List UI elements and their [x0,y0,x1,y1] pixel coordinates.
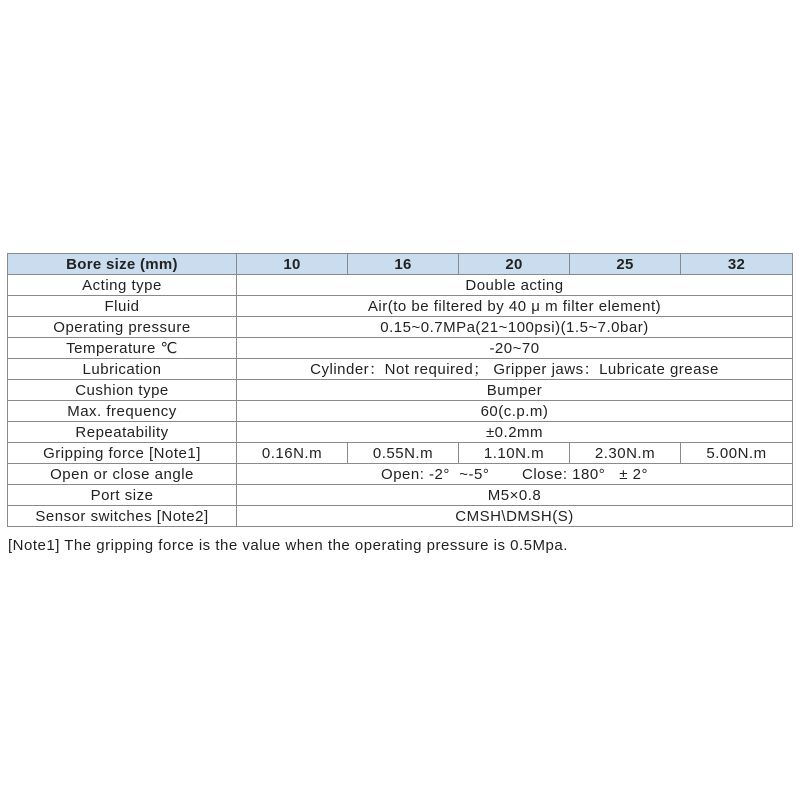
open-close-angle-value: Open: -2° ~-5° Close: 180° ± 2° [237,464,793,485]
lubrication-label: Lubrication [8,359,237,380]
cushion-type-value: Bumper [237,380,793,401]
bore-size-32: 32 [681,254,793,275]
bore-size-25: 25 [570,254,681,275]
table-row [8,275,793,296]
gripping-force-label: Gripping force [Note1] [8,443,237,464]
table-row [8,506,793,527]
max-frequency-label: Max. frequency [8,401,237,422]
gripping-force-25: 2.30N.m [570,443,681,464]
acting-type-value: Double acting [237,275,793,296]
operating-pressure-label: Operating pressure [8,317,237,338]
fluid-label: Fluid [8,296,237,317]
note1-text: [Note1] The gripping force is the value when the operating pressure is 0.5Mpa. [8,537,568,554]
repeatability-label: Repeatability [8,422,237,443]
sensor-switches-value: CMSH\DMSH(S) [237,506,793,527]
table-row [8,338,793,359]
table-row [8,296,793,317]
port-size-label: Port size [8,485,237,506]
table-row [8,485,793,506]
port-size-value: M5×0.8 [237,485,793,506]
bore-size-20: 20 [459,254,570,275]
spec-table [7,253,793,527]
table-row [8,401,793,422]
table-row [8,422,793,443]
acting-type-label: Acting type [8,275,237,296]
max-frequency-value: 60(c.p.m) [237,401,793,422]
table-row [8,443,793,464]
bore-size-16: 16 [348,254,459,275]
repeatability-value: ±0.2mm [237,422,793,443]
table-row [8,464,793,485]
fluid-value: Air(to be filtered by 40 μ m filter element) [237,296,793,317]
gripping-force-10: 0.16N.m [237,443,348,464]
temperature-value: -20~70 [237,338,793,359]
table-row [8,380,793,401]
operating-pressure-value: 0.15~0.7MPa(21~100psi)(1.5~7.0bar) [237,317,793,338]
bore-size-header: Bore size (mm) [8,254,237,275]
gripping-force-32: 5.00N.m [681,443,793,464]
gripping-force-16: 0.55N.m [348,443,459,464]
temperature-label: Temperature ℃ [8,338,237,359]
gripping-force-20: 1.10N.m [459,443,570,464]
cushion-type-label: Cushion type [8,380,237,401]
table-row [8,317,793,338]
bore-size-10: 10 [237,254,348,275]
table-row [8,359,793,380]
table-header-row [8,254,793,275]
open-close-angle-label: Open or close angle [8,464,237,485]
sensor-switches-label: Sensor switches [Note2] [8,506,237,527]
lubrication-value: Cylinder：Not required； Gripper jaws：Lubricate grease [237,359,793,380]
